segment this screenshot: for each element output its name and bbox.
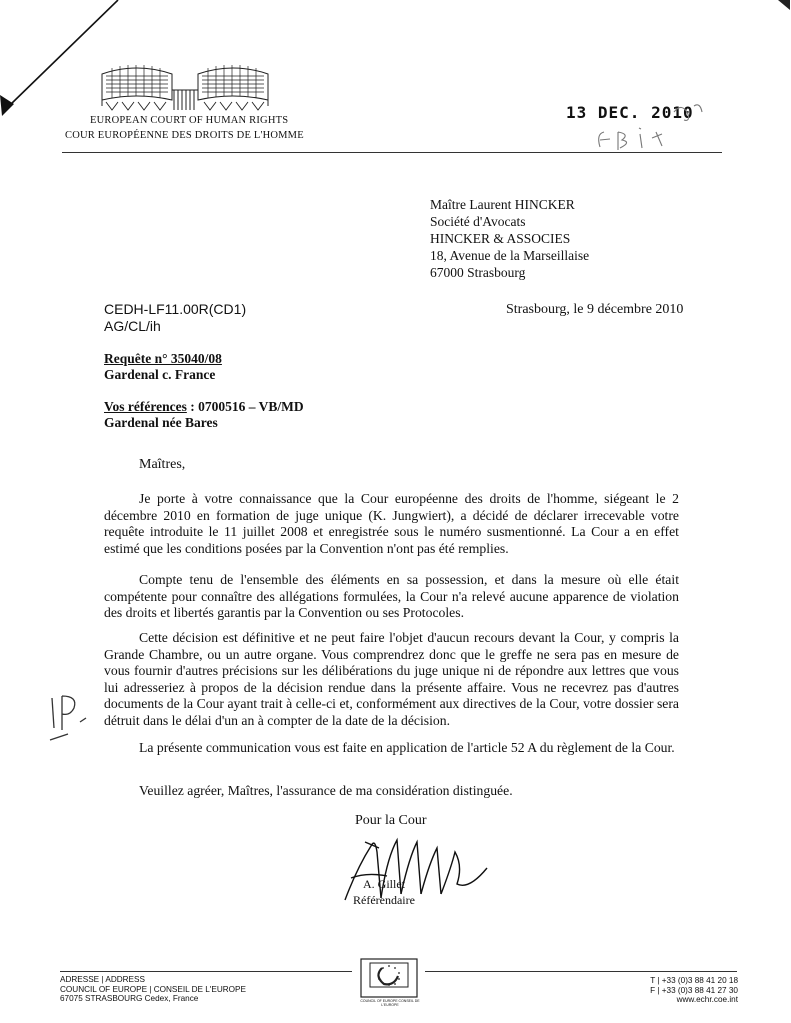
- court-name-fr: COUR EUROPÉENNE DES DROITS DE L'HOMME: [65, 130, 304, 141]
- footer-phone: T | +33 (0)3 88 41 20 18: [650, 976, 738, 985]
- place-date: Strasbourg, le 9 décembre 2010: [506, 302, 684, 317]
- received-stamp: 13 DEC. 2010: [566, 103, 694, 122]
- body-paragraph: [104, 740, 679, 757]
- request-case-name: Gardenal c. France: [104, 367, 216, 382]
- corner-scan-mark-right: [778, 0, 791, 12]
- signatory-name: A. Gillet: [363, 877, 405, 891]
- salutation: Maîtres,: [139, 457, 186, 472]
- address-line: HINCKER & ASSOCIES: [430, 231, 571, 246]
- your-references-label: Vos références: [104, 399, 187, 414]
- footer-divider-right: [425, 971, 737, 972]
- reference-block: [104, 301, 246, 335]
- body-paragraph: [104, 630, 679, 729]
- signatory-title: Référendaire: [353, 893, 415, 907]
- reference-code: CEDH-LF11.00R(CD1): [104, 301, 247, 317]
- court-name-en: EUROPEAN COURT OF HUMAN RIGHTS: [90, 115, 289, 126]
- your-references-name: Gardenal née Bares: [104, 415, 218, 430]
- paragraph-text: Veuillez agréer, Maîtres, l'assurance de ma considération distinguée.: [139, 783, 513, 798]
- address-line: Société d'Avocats: [430, 214, 526, 229]
- closing-line: Pour la Cour: [355, 813, 427, 828]
- court-building-icon: [100, 60, 270, 118]
- your-references-value: : 0700516 – VB/MD: [186, 399, 304, 414]
- address-line: 67000 Strasbourg: [430, 265, 526, 280]
- council-of-europe-logo-icon: [360, 958, 418, 998]
- footer-divider-left: [60, 971, 352, 972]
- address-line: 18, Avenue de la Marseillaise: [430, 248, 590, 263]
- margin-note-handwriting: [40, 688, 100, 748]
- paragraph-text: Je porte à votre connaissance que la Cour européenne des droits de l'homme, siégeant le 2 décembre 2010 en formation de juge unique (K. Jungwiert), a décidé de déclarer irrecevable votre requête introduite le 11 juillet 2008 et enregistrée sous le numéro susmentionné. La Cour a en effet estimé que les conditions posées par la Convention n'ont pas été remplies.: [104, 491, 679, 556]
- request-number-text: Requête n° 35040/08: [104, 351, 222, 366]
- footer-contact: [600, 976, 738, 1005]
- body-paragraph: [104, 572, 679, 622]
- paragraph-text: Cette décision est définitive et ne peut faire l'objet d'aucun recours devant la Cour, y compris la Grande Chambre, ou un autre organe. Vous comprendrez donc que le greffe ne sera pas en mesure de vous fournir d'autres précisions sur les délibérations du juge unique ni de répondre aux lettres que vous lui adresseriez à propos de la décision rendue dans la présente affaire. Vous ne recevrez pas d'autres documents de la Cour ayant trait à celle-ci et, conformément aux directives de la Cour, votre dossier sera détruit dans le délai d'un an à compter de la date de la décision.: [104, 630, 679, 728]
- body-paragraph: [104, 491, 679, 557]
- request-number: [104, 351, 222, 367]
- footer-website: www.echr.coe.int: [676, 995, 738, 1004]
- footer-address-line: 67075 STRASBOURG Cedex, France: [60, 994, 199, 1003]
- stamp-handwriting: [590, 92, 710, 162]
- your-references: [104, 399, 304, 415]
- reference-initials: AG/CL/ih: [104, 318, 161, 334]
- footer-fax: F | +33 (0)3 88 41 27 30: [650, 985, 738, 995]
- footer-address-line: COUNCIL OF EUROPE | CONSEIL DE L'EUROPE: [60, 984, 246, 994]
- recipient-address: [430, 196, 589, 281]
- address-line: Maître Laurent HINCKER: [430, 197, 575, 212]
- footer-address-line: ADRESSE | ADDRESS: [60, 975, 145, 984]
- coe-logo-caption: COUNCIL OF EUROPE CONSEIL DE L'EUROPE: [360, 999, 420, 1007]
- paragraph-text: Compte tenu de l'ensemble des éléments en sa possession, et dans la mesure où elle était compétente pour connaître des allégations formulées, la Cour n'a relevé aucune apparence de violation des droits et libertés garantis par la Convention ou ses Protocoles.: [104, 572, 679, 620]
- body-paragraph: [104, 783, 679, 800]
- paragraph-text: La présente communication vous est faite en application de l'article 52 A du règlement de la Cour.: [139, 740, 675, 755]
- footer-address: [60, 975, 246, 1004]
